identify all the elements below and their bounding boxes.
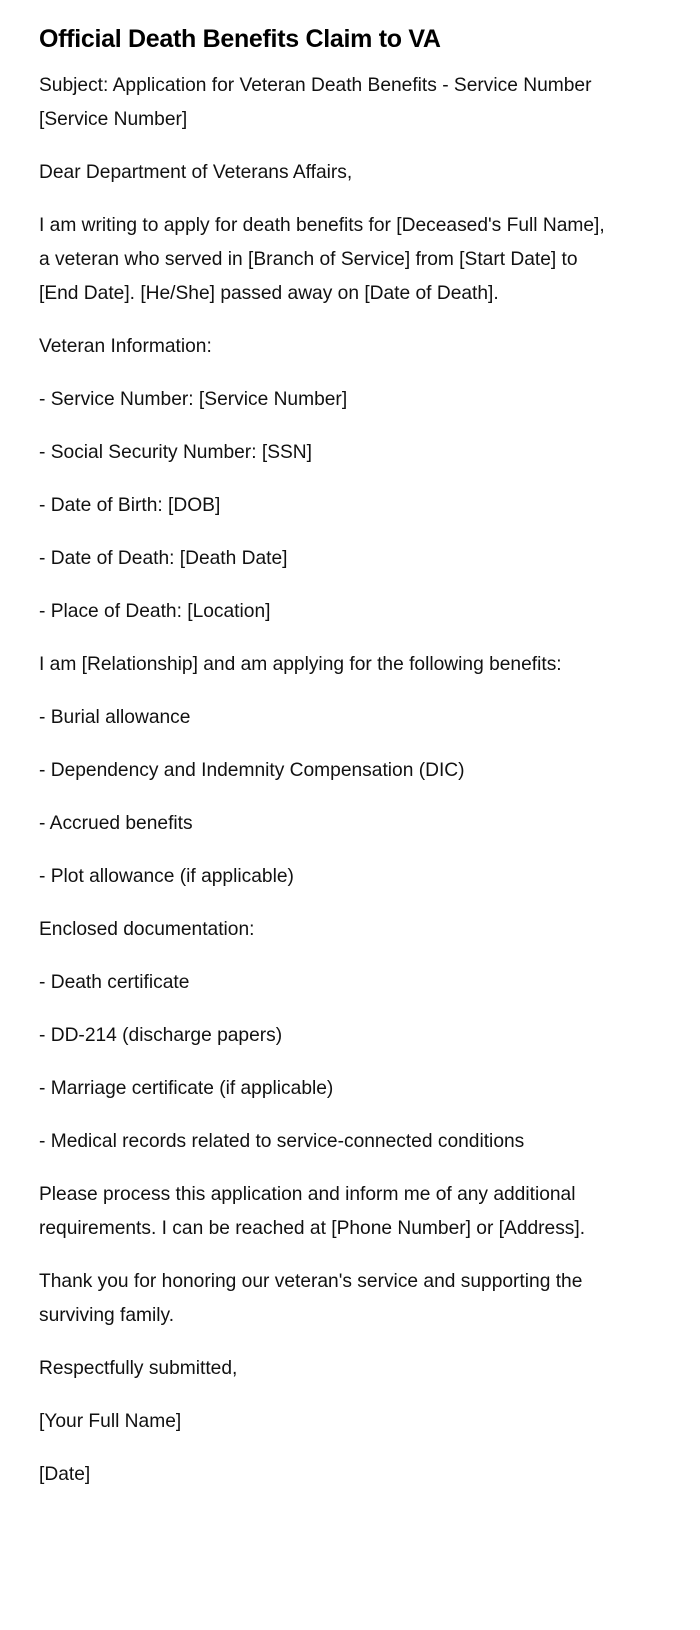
list-item-ssn: - Social Security Number: [SSN]: [39, 442, 312, 463]
intro-paragraph: I am writing to apply for death benefits for [Deceased's Full Name], a veteran who served in [Branch of Service] from [Start Date] to [End Date]. [He/She] passed away on [Date of Death].: [39, 215, 605, 304]
benefits-intro: I am [Relationship] and am applying for the following benefits:: [39, 654, 562, 675]
document-title: Official Death Benefits Claim to VA: [39, 25, 441, 53]
request-paragraph: Please process this application and inform me of any additional requirements. I can be reached at [Phone Number] or [Address].: [39, 1184, 586, 1239]
list-item-death-certificate: - Death certificate: [39, 972, 190, 993]
section-heading-veteran-info: Veteran Information:: [39, 336, 212, 357]
signature-name: [Your Full Name]: [39, 1411, 182, 1432]
list-item-dic: - Dependency and Indemnity Compensation (DIC): [39, 760, 465, 781]
salutation: Dear Department of Veterans Affairs,: [39, 162, 353, 183]
list-item-death-date: - Date of Death: [Death Date]: [39, 548, 288, 569]
list-item-place-of-death: - Place of Death: [Location]: [39, 601, 271, 622]
closing: Respectfully submitted,: [39, 1358, 238, 1379]
subject-line: Subject: Application for Veteran Death Benefits - Service Number [Service Number]: [39, 75, 592, 130]
list-item-dd214: - DD-214 (discharge papers): [39, 1025, 283, 1046]
list-item-burial-allowance: - Burial allowance: [39, 707, 191, 728]
signature-date: [Date]: [39, 1464, 91, 1485]
list-item-service-number: - Service Number: [Service Number]: [39, 389, 348, 410]
section-heading-enclosed-docs: Enclosed documentation:: [39, 919, 255, 940]
thanks-paragraph: Thank you for honoring our veteran's service and supporting the surviving family.: [39, 1271, 583, 1326]
list-item-marriage-certificate: - Marriage certificate (if applicable): [39, 1078, 334, 1099]
list-item-dob: - Date of Birth: [DOB]: [39, 495, 221, 516]
list-item-medical-records: - Medical records related to service-connected conditions: [39, 1131, 525, 1152]
list-item-plot-allowance: - Plot allowance (if applicable): [39, 866, 294, 887]
list-item-accrued-benefits: - Accrued benefits: [39, 813, 193, 834]
